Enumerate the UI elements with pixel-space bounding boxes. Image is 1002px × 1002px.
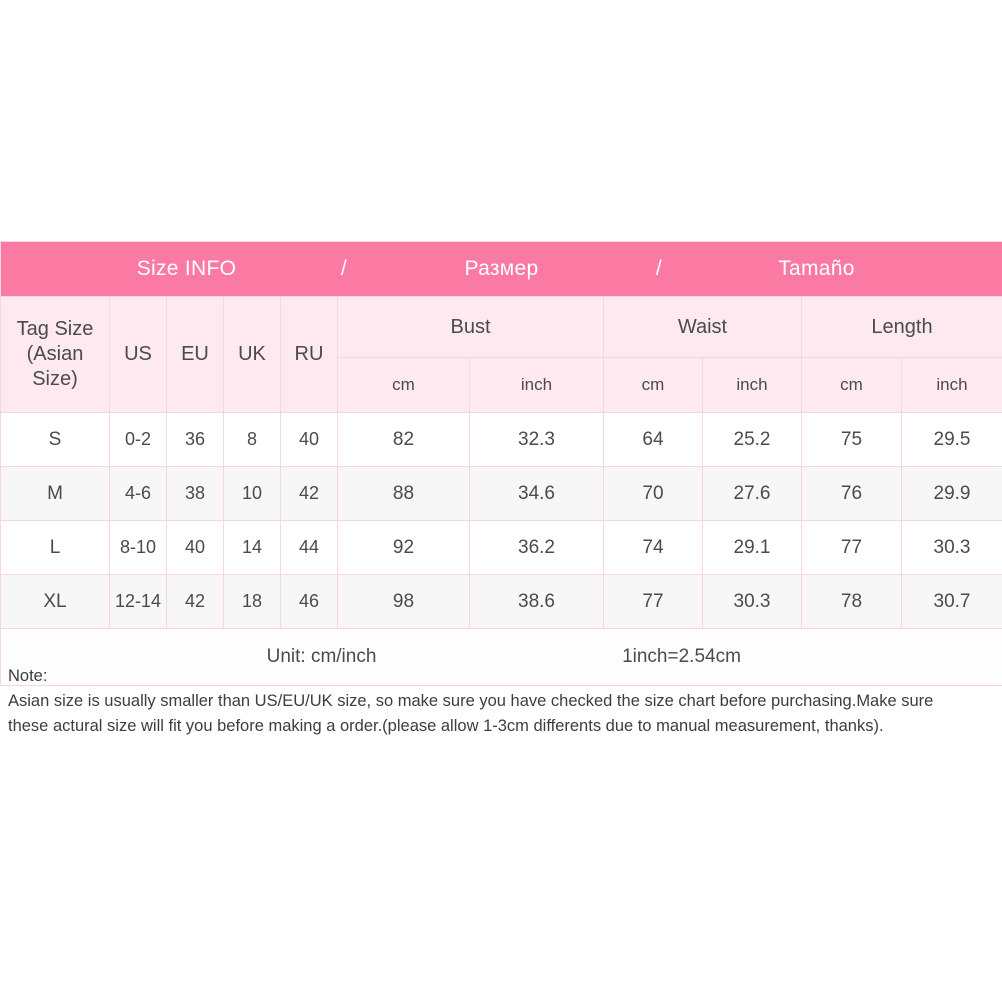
cell-eu: 38 [167, 467, 224, 521]
cell-uk: 10 [224, 467, 281, 521]
header-bust: Bust [338, 297, 604, 358]
cell-length-cm: 76 [802, 467, 902, 521]
header-tag-size-line2: (Asian Size) [26, 343, 84, 390]
cell-bust-cm: 88 [338, 467, 470, 521]
cell-waist-inch: 27.6 [703, 467, 802, 521]
cell-uk: 8 [224, 413, 281, 467]
header-eu: EU [167, 297, 224, 413]
cell-us: 12-14 [110, 575, 167, 629]
table-row [1, 521, 1002, 575]
cell-ru: 44 [281, 521, 338, 575]
cell-length-inch: 29.5 [902, 413, 1002, 467]
title-razmer: Размер [464, 257, 539, 280]
cell-tag: XL [1, 575, 110, 629]
cell-length-inch: 30.7 [902, 575, 1002, 629]
cell-length-inch: 30.3 [902, 521, 1002, 575]
header-waist: Waist [604, 297, 802, 358]
header-tag-size [1, 297, 110, 413]
cell-eu: 42 [167, 575, 224, 629]
cell-waist-cm: 74 [604, 521, 703, 575]
header-waist-cm: cm [604, 358, 703, 413]
cell-tag: M [1, 467, 110, 521]
cell-bust-cm: 82 [338, 413, 470, 467]
table-row [1, 413, 1002, 467]
cell-waist-inch: 25.2 [703, 413, 802, 467]
cell-tag: S [1, 413, 110, 467]
title-bar-row [1, 242, 1002, 297]
cell-eu: 36 [167, 413, 224, 467]
header-length-inch: inch [902, 358, 1002, 413]
size-chart-container [0, 241, 1002, 686]
cell-bust-inch: 36.2 [470, 521, 604, 575]
cell-length-cm: 78 [802, 575, 902, 629]
cell-uk: 18 [224, 575, 281, 629]
cell-bust-cm: 92 [338, 521, 470, 575]
cell-tag: L [1, 521, 110, 575]
header-ru: RU [281, 297, 338, 413]
cell-waist-inch: 30.3 [703, 575, 802, 629]
header-length: Length [802, 297, 1002, 358]
table-row [1, 575, 1002, 629]
cell-length-cm: 77 [802, 521, 902, 575]
header-tag-size-line1: Tag Size [16, 318, 94, 340]
cell-waist-cm: 77 [604, 575, 703, 629]
title-size-info: Size INFO [136, 257, 237, 280]
cell-bust-inch: 38.6 [470, 575, 604, 629]
note-line-2: these actural size will fit you before making a order.(please allow 1-3cm differents due to manual measurement, thanks). [8, 717, 884, 736]
unit-label: Unit: cm/inch [266, 646, 377, 667]
note-line-1: Asian size is usually smaller than US/EU/UK size, so make sure you have checked the size chart before purchasing.Make sure [8, 692, 934, 711]
cell-ru: 42 [281, 467, 338, 521]
title-slash-2: / [655, 257, 663, 280]
cell-uk: 14 [224, 521, 281, 575]
header-uk: UK [224, 297, 281, 413]
cell-waist-cm: 64 [604, 413, 703, 467]
cell-bust-inch: 34.6 [470, 467, 604, 521]
cell-eu: 40 [167, 521, 224, 575]
table-row [1, 467, 1002, 521]
header-group-row [1, 297, 1002, 358]
size-chart-table [0, 241, 1002, 686]
cell-ru: 46 [281, 575, 338, 629]
note-block [8, 664, 988, 739]
cell-waist-cm: 70 [604, 467, 703, 521]
cell-us: 0-2 [110, 413, 167, 467]
title-slash-1: / [340, 257, 348, 280]
header-length-cm: cm [802, 358, 902, 413]
cell-ru: 40 [281, 413, 338, 467]
cell-waist-inch: 29.1 [703, 521, 802, 575]
cell-length-inch: 29.9 [902, 467, 1002, 521]
title-bar-cell [1, 242, 1002, 297]
cell-bust-cm: 98 [338, 575, 470, 629]
header-us: US [110, 297, 167, 413]
title-tamano: Tamaño [778, 257, 855, 280]
conversion-label: 1inch=2.54cm [622, 646, 741, 667]
cell-bust-inch: 32.3 [470, 413, 604, 467]
cell-us: 8-10 [110, 521, 167, 575]
header-bust-inch: inch [470, 358, 604, 413]
header-waist-inch: inch [703, 358, 802, 413]
header-bust-cm: cm [338, 358, 470, 413]
cell-us: 4-6 [110, 467, 167, 521]
note-label: Note: [8, 667, 48, 685]
cell-length-cm: 75 [802, 413, 902, 467]
